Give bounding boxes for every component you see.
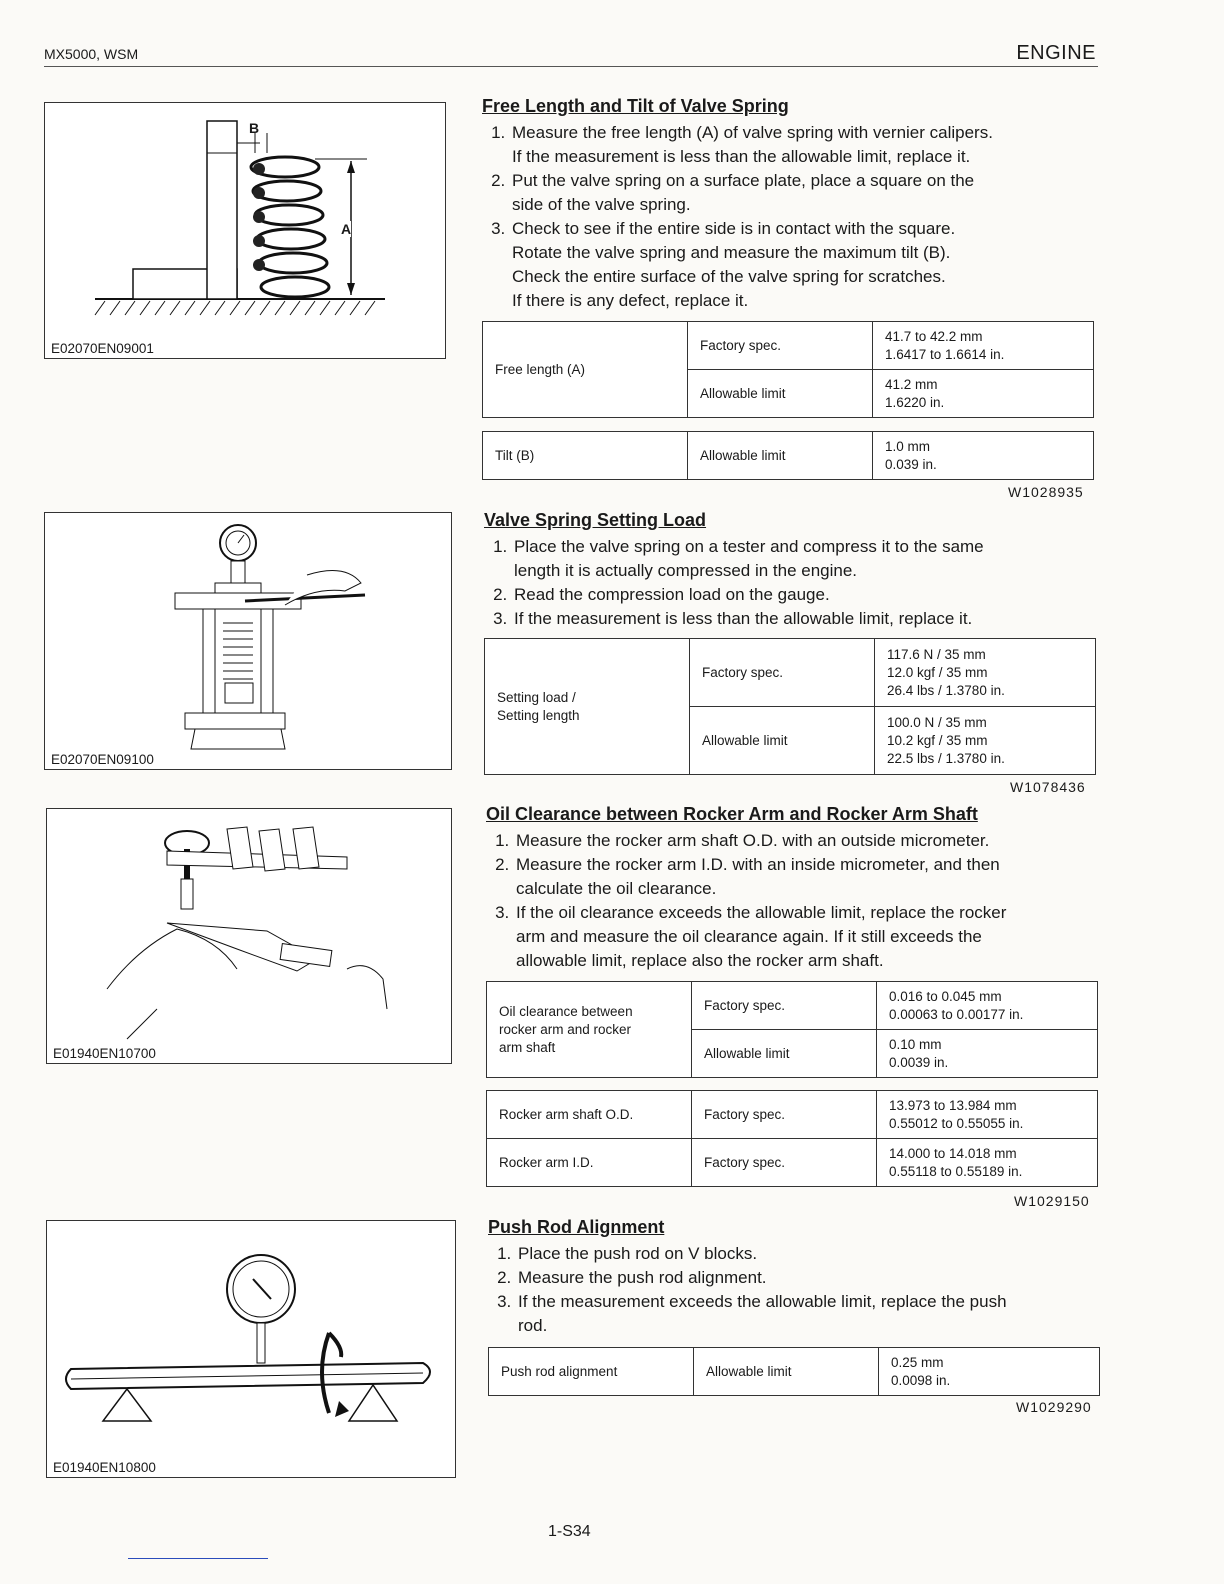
step-item: 2. Read the compression load on the gauge. xyxy=(512,583,1104,607)
spec-type: Factory spec. xyxy=(692,1139,877,1187)
step-list xyxy=(482,121,1102,313)
spec-value: 0.10 mm 0.0039 in. xyxy=(877,1030,1098,1078)
step-item: 2. Measure the push rod alignment. xyxy=(516,1266,1108,1290)
section-title: Oil Clearance between Rocker Arm and Rocker Arm Shaft xyxy=(486,804,978,824)
spec-type: Allowable limit xyxy=(688,432,873,480)
spec-value: 0.25 mm 0.0098 in. xyxy=(879,1348,1100,1396)
tilt-table xyxy=(482,431,1094,480)
spring-square-illustration xyxy=(45,103,445,358)
figure-spring-tester xyxy=(44,512,452,770)
figure-spring-square xyxy=(44,102,446,359)
step-item: 3. If the measurement exceeds the allowable limit, replace the push rod. xyxy=(516,1290,1108,1338)
spec-item: Push rod alignment xyxy=(489,1348,694,1396)
figure-code: E01940EN10700 xyxy=(53,1046,156,1061)
section-title: Push Rod Alignment xyxy=(488,1217,665,1237)
section-pushrod-alignment xyxy=(488,1217,1108,1338)
spec-type: Factory spec. xyxy=(688,322,873,370)
setting-load-table xyxy=(484,638,1096,775)
figure-code: E02070EN09100 xyxy=(51,752,154,767)
step-item: 3. If the measurement is less than the allowable limit, replace it. xyxy=(512,607,1104,631)
section-rocker-clearance xyxy=(486,804,1106,973)
step-item: 1. Place the valve spring on a tester and compress it to the same length it is actually compressed in the engine. xyxy=(512,535,1104,583)
step-item: 1. Measure the free length (A) of valve spring with vernier calipers. If the measurement is less than the allowable limit, replace it. xyxy=(510,121,1102,169)
footer-line xyxy=(128,1558,268,1559)
spec-type: Factory spec. xyxy=(690,639,875,707)
spec-item: Rocker arm I.D. xyxy=(487,1139,692,1187)
spec-item: Oil clearance between rocker arm and rocker arm shaft xyxy=(487,982,692,1078)
pushrod-illustration xyxy=(47,1221,455,1477)
step-list xyxy=(488,1242,1108,1338)
section-title: Valve Spring Setting Load xyxy=(484,510,707,530)
spec-type: Factory spec. xyxy=(692,982,877,1030)
free-length-table xyxy=(482,321,1094,418)
spec-type: Allowable limit xyxy=(690,707,875,775)
figure-code: E02070EN09001 xyxy=(51,341,154,356)
manual-title: MX5000, WSM xyxy=(44,46,139,62)
section-title: Free Length and Tilt of Valve Spring xyxy=(482,96,789,116)
spec-value: 41.7 to 42.2 mm 1.6417 to 1.6614 in. xyxy=(873,322,1094,370)
spec-type: Allowable limit xyxy=(692,1030,877,1078)
reference-code: W1078436 xyxy=(1010,779,1086,795)
spec-type: Factory spec. xyxy=(692,1091,877,1139)
rocker-micrometer-illustration xyxy=(47,809,451,1063)
spec-type: Allowable limit xyxy=(694,1348,879,1396)
rocker-dimension-table xyxy=(486,1090,1098,1187)
figure-pushrod xyxy=(46,1220,456,1478)
spec-value: 13.973 to 13.984 mm 0.55012 to 0.55055 in. xyxy=(877,1091,1098,1139)
step-item: 1. Place the push rod on V blocks. xyxy=(516,1242,1108,1266)
label-a: A xyxy=(341,221,352,237)
step-item: 1. Measure the rocker arm shaft O.D. with an outside micrometer. xyxy=(514,829,1106,853)
reference-code: W1029290 xyxy=(1016,1399,1092,1415)
step-item: 2. Measure the rocker arm I.D. with an inside micrometer, and then calculate the oil clearance. xyxy=(514,853,1106,901)
figure-rocker-micrometer xyxy=(46,808,452,1064)
pushrod-table xyxy=(488,1347,1100,1396)
step-list xyxy=(486,829,1106,973)
spec-value: 117.6 N / 35 mm 12.0 kgf / 35 mm 26.4 lbs / 1.3780 in. xyxy=(875,639,1096,707)
spec-item: Free length (A) xyxy=(483,322,688,418)
header-rule xyxy=(44,66,1098,67)
spec-item: Tilt (B) xyxy=(483,432,688,480)
section-spring-free-length xyxy=(482,96,1102,313)
spring-tester-illustration xyxy=(45,513,451,769)
spec-value: 41.2 mm 1.6220 in. xyxy=(873,370,1094,418)
spec-item: Setting load / Setting length xyxy=(485,639,690,775)
page-number: 1-S34 xyxy=(548,1523,591,1540)
reference-code: W1028935 xyxy=(1008,484,1084,500)
oil-clearance-table xyxy=(486,981,1098,1078)
step-item: 3. If the oil clearance exceeds the allowable limit, replace the rocker arm and measure the oil clearance again. If it still exceeds the allowable limit, replace also the rocker arm shaft. xyxy=(514,901,1106,973)
spec-value: 14.000 to 14.018 mm 0.55118 to 0.55189 in. xyxy=(877,1139,1098,1187)
label-b: B xyxy=(249,120,260,136)
spec-item: Rocker arm shaft O.D. xyxy=(487,1091,692,1139)
section-setting-load xyxy=(484,510,1104,631)
step-list xyxy=(484,535,1104,631)
step-item: 2. Put the valve spring on a surface plate, place a square on the side of the valve spring. xyxy=(510,169,1102,217)
reference-code: W1029150 xyxy=(1014,1193,1090,1209)
spec-value: 100.0 N / 35 mm 10.2 kgf / 35 mm 22.5 lbs / 1.3780 in. xyxy=(875,707,1096,775)
spec-value: 0.016 to 0.045 mm 0.00063 to 0.00177 in. xyxy=(877,982,1098,1030)
figure-code: E01940EN10800 xyxy=(53,1460,156,1475)
spec-value: 1.0 mm 0.039 in. xyxy=(873,432,1094,480)
chapter-title: ENGINE xyxy=(1016,42,1096,64)
spec-type: Allowable limit xyxy=(688,370,873,418)
step-item: 3. Check to see if the entire side is in contact with the square. Rotate the valve spring and measure the maximum tilt (B). Check the entire surface of the valve spring for scratches. If there is any defect, replace it. xyxy=(510,217,1102,313)
